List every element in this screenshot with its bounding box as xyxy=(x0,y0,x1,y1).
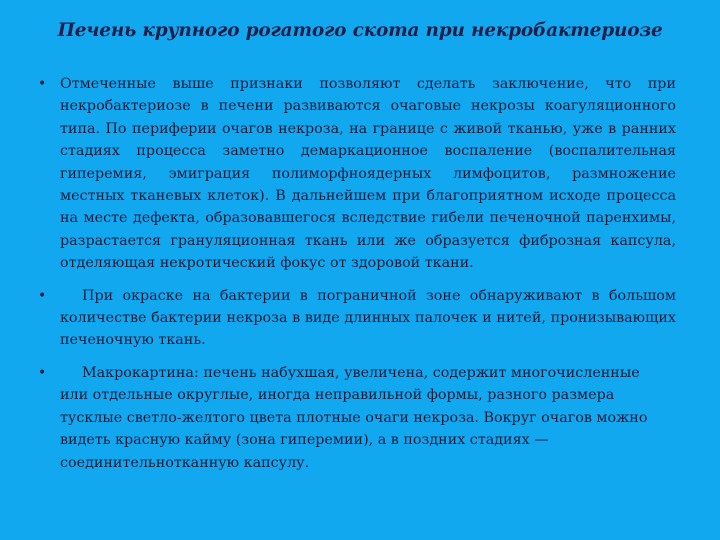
bullet-list xyxy=(36,73,676,484)
bullet-item-3 xyxy=(36,362,650,474)
bullet-item-2 xyxy=(36,285,676,352)
bullet-text-3: Макрокартина: печень набухшая, увеличена, содержит многочисленные или отдельные округлые, иногда неправильной формы, разного размера тусклые светло-желтого цвета плотные очаги некроза. Вокруг очагов можно видеть красную кайму (зона гиперемии), а в поздних стадиях — соединительнотканную капсулу. xyxy=(60,364,648,471)
slide-title: Печень крупного рогатого скота при некробактериозе xyxy=(57,20,663,41)
bullet-dot-icon: • xyxy=(38,76,47,92)
bullet-dot-icon: • xyxy=(38,287,47,304)
bullet-text-1: Отмеченные выше признаки позволяют сделать заключение, что при некробактериозе в печени развиваются очаговые некрозы коагуляционного типа. По периферии очагов некроза, на границе с живой тканью, уже в ранних стадиях процесса заметно демаркационное воспаление (воспалительная гиперемия, эмиграция полиморфноядерных лимфоцитов, размножение местных тканевых клеток). В дальнейшем при благоприятном исходе процесса на месте дефекта, образовавшегося вследствие гибели печеночной паренхимы, разрастается грануляционная ткань или же образуется фиброзная капсула, отделяющая некротический фокус от здоровой ткани. xyxy=(60,76,676,272)
bullet-text-2: При окраске на бактерии в пограничной зоне обнаруживают в большом количестве бактерии некроза в виде длинных палочек и нитей, пронизывающих печеночную ткань. xyxy=(60,287,676,349)
bullet-dot-icon: • xyxy=(38,364,47,381)
bullet-item-1 xyxy=(36,73,676,275)
